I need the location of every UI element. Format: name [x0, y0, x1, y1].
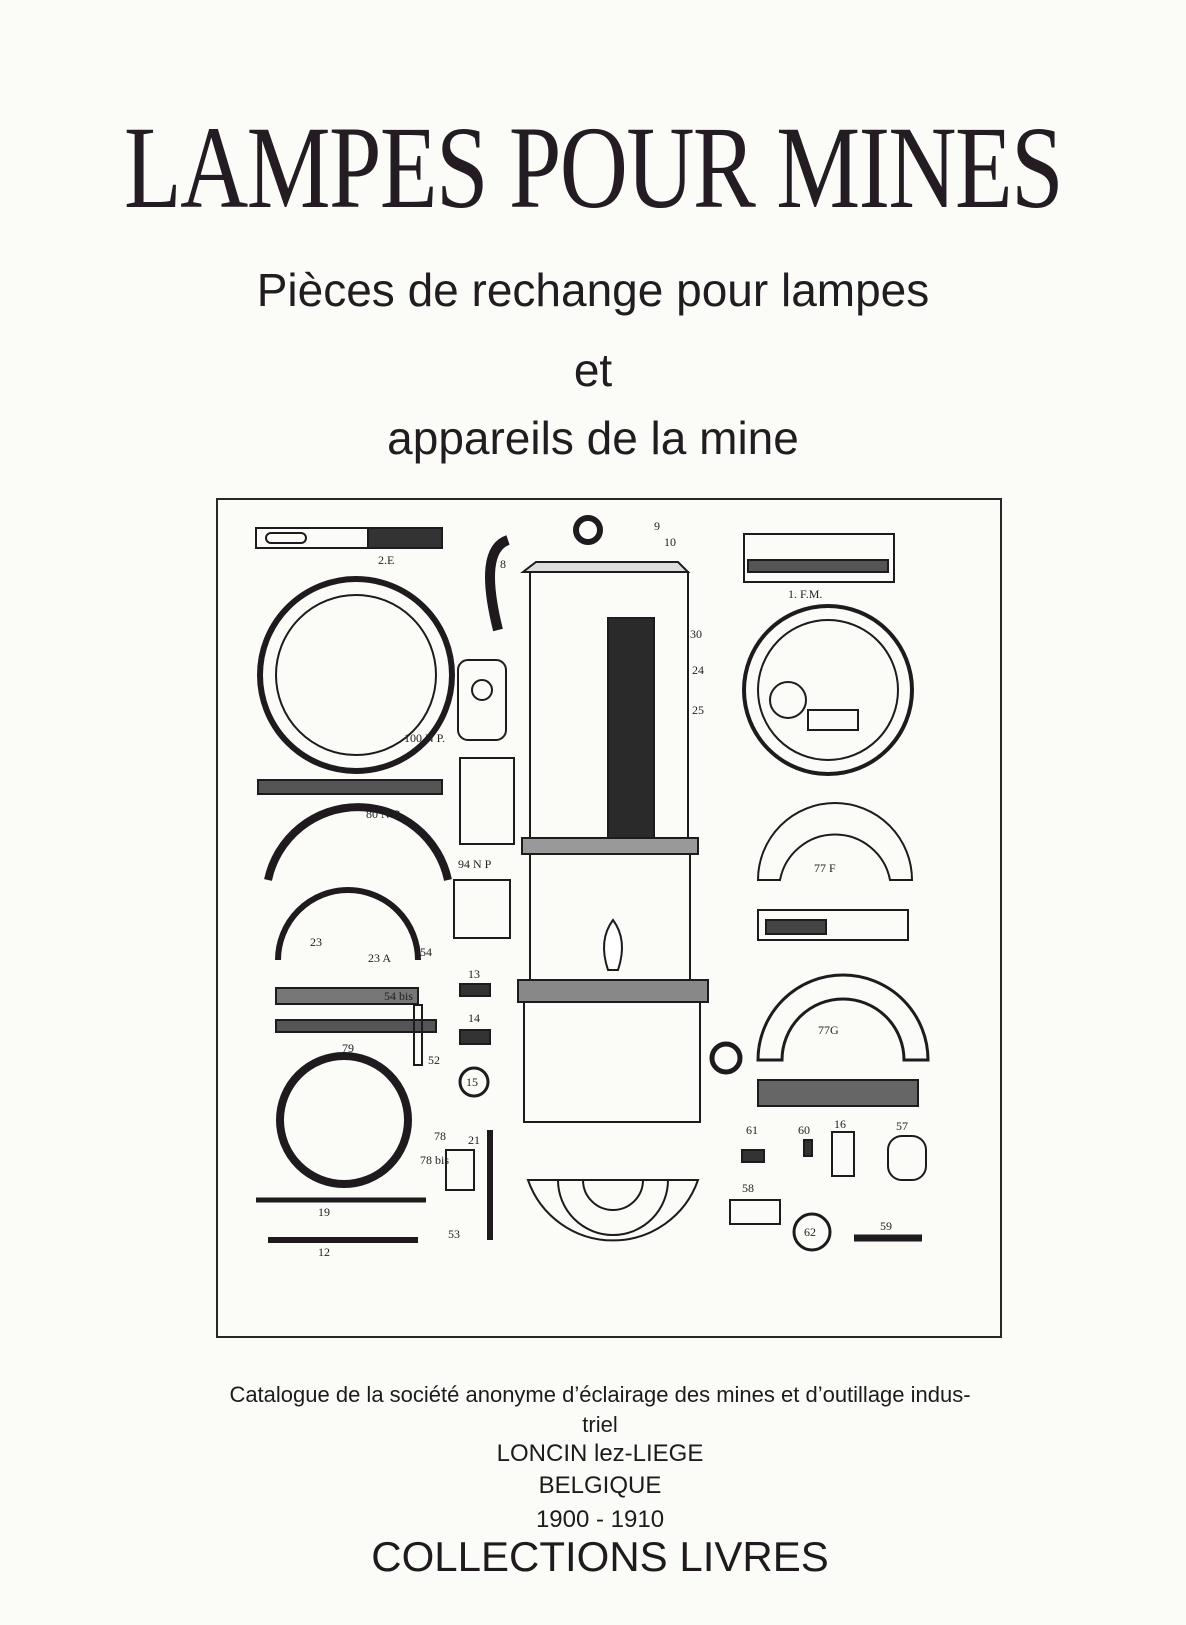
label-52: 52: [428, 1053, 440, 1067]
part-58: [730, 1200, 780, 1224]
label-53: 53: [448, 1227, 460, 1241]
label-23a: 23 A: [368, 951, 392, 965]
part-80nb-bar: [258, 780, 442, 794]
label-59: 59: [880, 1219, 892, 1233]
label-54: 54: [420, 945, 432, 959]
subtitle-line-2: et: [573, 344, 613, 396]
part-23-arc: [278, 890, 418, 960]
part-arc-left: [268, 807, 448, 880]
label-30: 30: [690, 627, 702, 641]
label-77f: 77 F: [814, 861, 836, 875]
cover-title: LAMPES POUR MINES: [124, 102, 1062, 233]
label-8: 8: [500, 557, 506, 571]
label-62: 62: [804, 1225, 816, 1239]
subtitle-line-1: Pièces de rechange pour lampes: [256, 264, 930, 316]
label-94np: 94 N P: [458, 857, 492, 871]
label-24: 24: [692, 663, 704, 677]
subtitle-line-3: appareils de la mine: [387, 412, 799, 464]
part-57: [888, 1136, 926, 1180]
lamp-parts-drawing: [218, 500, 1000, 1336]
flame-drawing: [604, 920, 622, 970]
label-79: 79: [342, 1041, 354, 1055]
part-77g: [758, 975, 928, 1060]
label-15: 15: [466, 1075, 478, 1089]
label-13: 13: [468, 967, 480, 981]
publisher: COLLECTIONS LIVRES: [371, 1533, 829, 1580]
label-61: 61: [746, 1123, 758, 1137]
years: 1900 - 1910: [535, 1506, 665, 1533]
label-80nb: 80 N B: [366, 807, 401, 821]
label-57: 57: [896, 1119, 908, 1133]
label-23: 23: [310, 935, 322, 949]
part-bar-right: [758, 1080, 918, 1106]
part-ring-right: [744, 606, 912, 774]
lamp-base: [524, 1002, 700, 1122]
label-25: 25: [692, 703, 704, 717]
part-1fm: [744, 534, 894, 582]
label-58: 58: [742, 1181, 754, 1195]
country: BELGIQUE: [538, 1472, 662, 1499]
part-53: [446, 1150, 474, 1190]
label-12: 12: [318, 1245, 330, 1259]
part-79-ring: [280, 1056, 408, 1184]
label-14: 14: [468, 1011, 480, 1025]
label-10: 10: [664, 535, 676, 549]
label-100np: 100 N P.: [404, 731, 446, 745]
label-60: 60: [798, 1123, 810, 1137]
part-94np: [454, 880, 510, 938]
label-1fm: 1. F.M.: [788, 587, 823, 601]
label-16: 16: [834, 1117, 846, 1131]
part-16: [832, 1132, 854, 1176]
catalogue-description: [100, 1380, 1100, 1440]
label-78: 78: [434, 1129, 446, 1143]
label-54bis: 54 bis: [384, 989, 414, 1003]
catalogue-line-1: Catalogue de la société anonyme d’éclairage des mines et d’outillage indus-: [229, 1382, 971, 1407]
parts-illustration: [216, 498, 1002, 1338]
part-lever: [460, 758, 514, 844]
location: LONCIN lez-LIEGE: [496, 1440, 704, 1467]
label-77g: 77G: [818, 1023, 839, 1037]
label-19: 19: [318, 1205, 330, 1219]
label-21: 21: [468, 1133, 480, 1147]
catalogue-line-2: triel: [582, 1412, 618, 1437]
label-78bis: 78 bis: [420, 1153, 450, 1167]
label-2e: 2.E: [378, 553, 395, 567]
label-9: 9: [654, 519, 660, 533]
lamp-hook: [490, 540, 508, 630]
